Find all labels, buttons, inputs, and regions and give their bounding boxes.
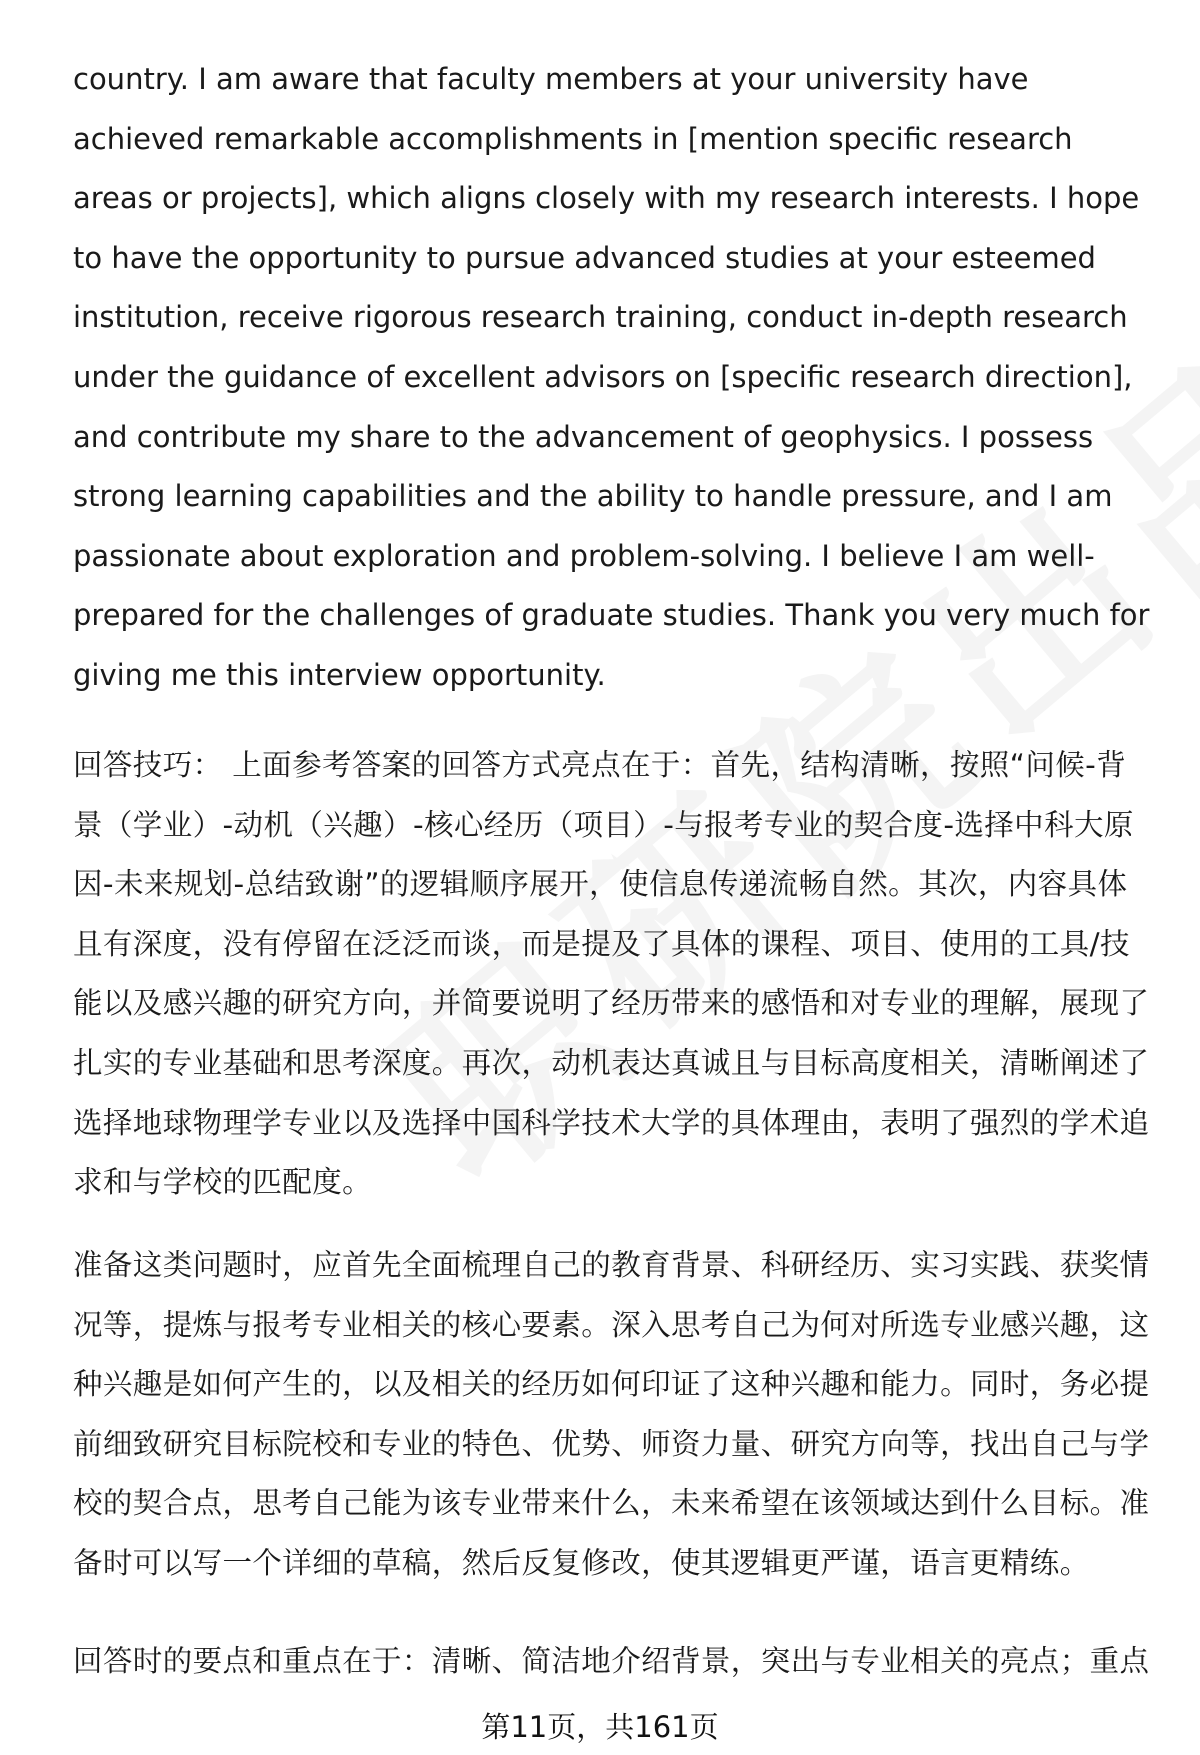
answer-tips-paragraph: 回答技巧： 上面参考答案的回答方式亮点在于：首先，结构清晰，按照“问候-背景（学业）-动机（兴趣）-核心经历（项目）-与报考专业的契合度-选择中科大原因-未来规划-总结致谢”的逻辑顺序展开，使信息传递流畅自然。其次，内容具体且有深度，没有停留在泛泛而谈，而是提及了具体的课程、项目、使用的工具/技能以及感兴趣的研究方向，并简要说明了经历带来的感悟和对专业的理解，展现了扎实的专业基础和思考深度。再次，动机表达真诚且与目标高度相关，清晰阐述了选择地球物理学专业以及选择中国科学技术大学的具体理由，表明了强烈的学术追求和与学校的匹配度。 xyxy=(73,748,1150,1200)
key-points-paragraph: 回答时的要点和重点在于：清晰、简洁地介绍背景，突出与专业相关的亮点；重点 xyxy=(73,1644,1150,1678)
english-answer-paragraph: country. I am aware that faculty members at your university have achieved remarkable accomplishments in [mention specific research areas or projects], which aligns closely with my research interests. I hope to have the opportunity to pursue advanced studies at your esteemed institution, receive rigorous research training, conduct in-depth research under the guidance of excellent advisors on [specific research direction], and contribute my share to the advancement of geophysics. I possess strong learning capabilities and the ability to handle pressure, and I am passionate about exploration and problem-solving. I believe I am well-prepared for the challenges of graduate studies. Thank you very much for giving me this interview opportunity. xyxy=(73,62,1150,692)
preparation-paragraph: 准备这类问题时，应首先全面梳理自己的教育背景、科研经历、实习实践、获奖情况等，提炼与报考专业相关的核心要素。深入思考自己为何对所选专业感兴趣，这种兴趣是如何产生的，以及相关的经历如何印证了这种兴趣和能力。同时，务必提前细致研究目标院校和专业的特色、优势、师资力量、研究方向等，找出自己与学校的契合点，思考自己能为该专业带来什么，未来希望在该领域达到什么目标。准备时可以写一个详细的草稿，然后反复修改，使其逻辑更严谨，语言更精练。 xyxy=(73,1248,1150,1580)
page-number-footer: 第11页，共161页 xyxy=(481,1710,719,1744)
